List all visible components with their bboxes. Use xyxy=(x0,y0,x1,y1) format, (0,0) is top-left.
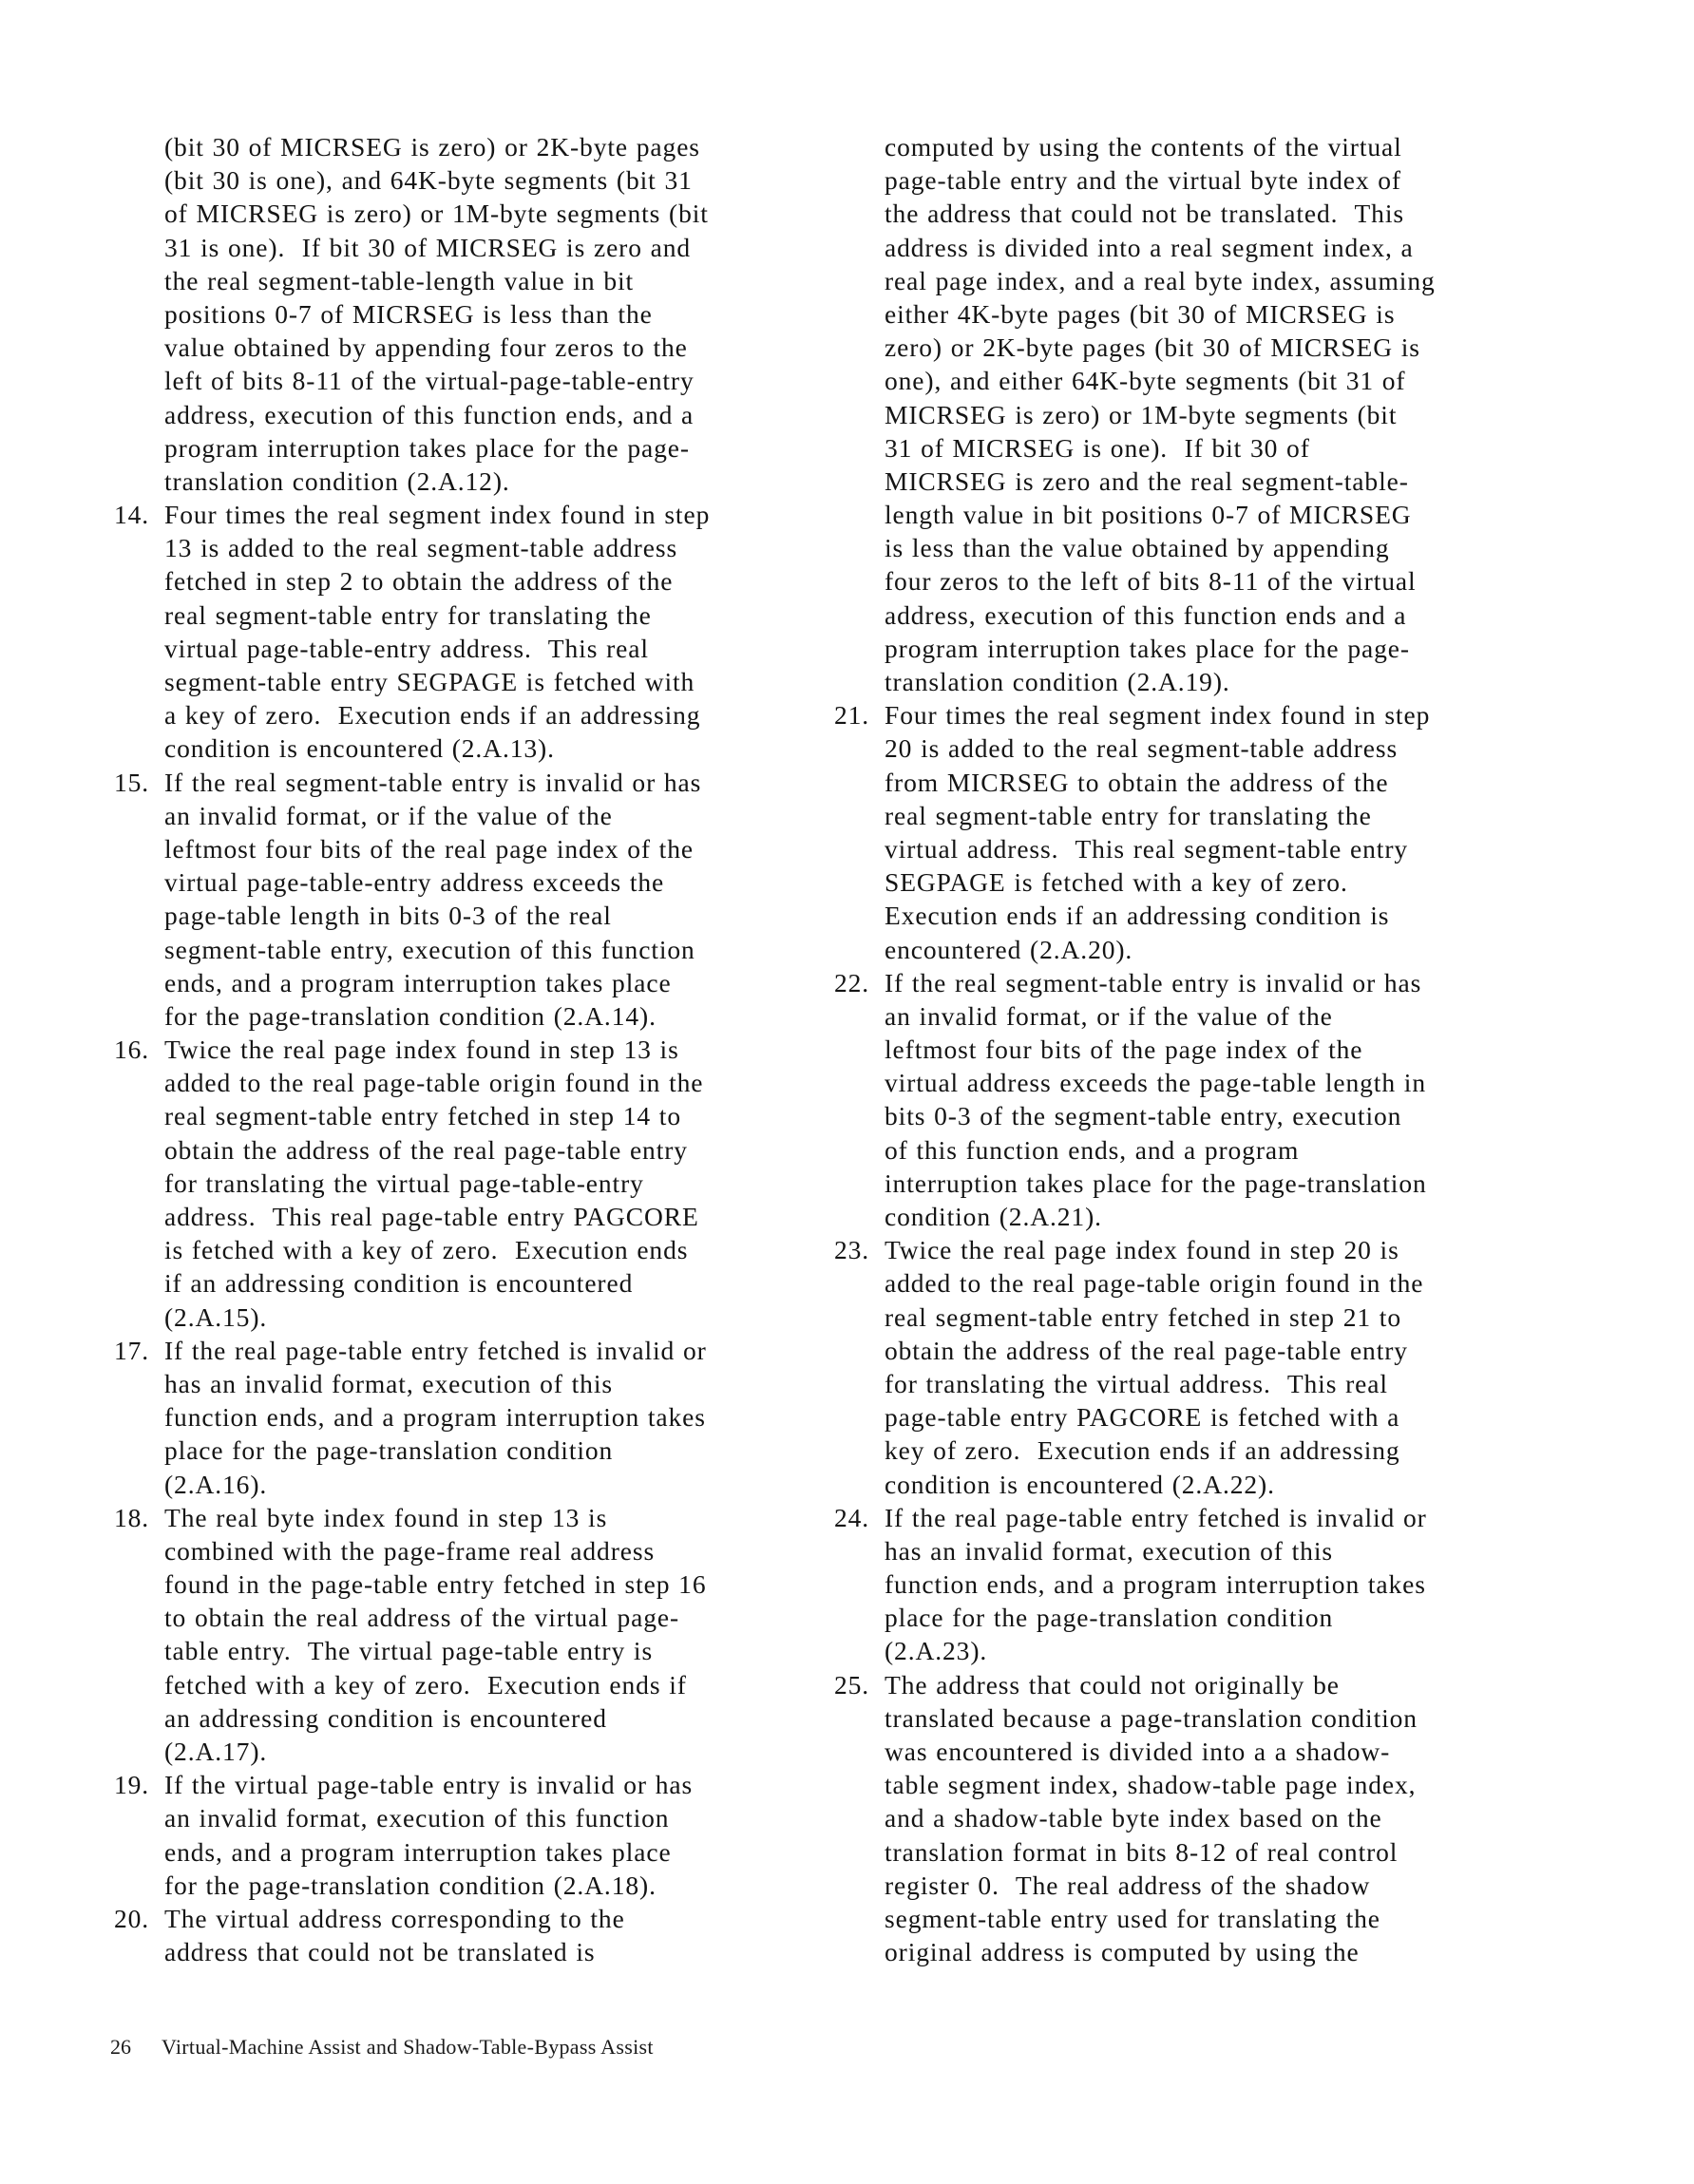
line-text: program interruption takes place for the page- xyxy=(885,633,1410,663)
line-text: leftmost four bits of the real page index of the xyxy=(164,833,694,864)
line-text: address, execution of this function ends and a xyxy=(885,599,1407,630)
text-line xyxy=(834,163,1499,197)
line-text: is fetched with a key of zero. Execution ends xyxy=(164,1235,689,1265)
numbered-step xyxy=(114,1768,779,1902)
text-line xyxy=(834,231,1499,264)
line-text: the real segment-table-length value in bit xyxy=(164,265,635,295)
line-text: condition is encountered (2.A.22). xyxy=(885,1469,1275,1499)
text-line xyxy=(834,766,1499,799)
line-text: if an addressing condition is encountered xyxy=(164,1268,634,1299)
line-text: place for the page-translation condition xyxy=(885,1603,1334,1633)
text-line xyxy=(114,1534,779,1567)
text-line xyxy=(834,1701,1499,1735)
line-text: value obtained by appending four zeros to the xyxy=(164,332,688,363)
line-text: (2.A.23). xyxy=(885,1636,988,1666)
line-text: program interruption takes place for the page- xyxy=(164,432,690,463)
step-number: 23. xyxy=(834,1235,870,1265)
text-line xyxy=(114,331,779,364)
line-text: segment-table entry used for translating the xyxy=(885,1903,1380,1933)
text-line xyxy=(114,364,779,397)
numbered-step xyxy=(114,1033,779,1334)
line-text: has an invalid format, execution of this xyxy=(164,1368,613,1398)
page-footer xyxy=(110,2033,654,2147)
text-line xyxy=(834,1501,1499,1534)
line-text: function ends, and a program interruption takes xyxy=(164,1402,706,1433)
line-text: SEGPAGE is fetched with a key of zero. xyxy=(885,867,1348,898)
text-line xyxy=(114,1133,779,1167)
line-text: for translating the virtual page-table-entry xyxy=(164,1168,644,1198)
numbered-step xyxy=(834,698,1499,966)
text-line xyxy=(114,1701,779,1735)
line-text: fetched in step 2 to obtain the address of the xyxy=(164,566,674,597)
text-line xyxy=(114,564,779,598)
line-text: obtain the address of the real page-table entry xyxy=(885,1335,1408,1365)
line-text: of this function ends, and a program xyxy=(885,1134,1300,1165)
numbered-step xyxy=(114,1334,779,1501)
line-text: encountered (2.A.20). xyxy=(885,934,1133,964)
line-text: condition is encountered (2.A.13). xyxy=(164,733,555,764)
text-line xyxy=(834,197,1499,230)
line-text: for the page-translation condition (2.A.18). xyxy=(164,1870,657,1900)
line-text: a key of zero. Execution ends if an addressing xyxy=(164,700,701,731)
line-text: (2.A.17). xyxy=(164,1737,268,1766)
line-text: address that could not be translated is xyxy=(164,1937,596,1967)
line-text: an invalid format, or if the value of the xyxy=(885,1000,1333,1031)
text-line xyxy=(834,1066,1499,1099)
line-text: address is divided into a real segment index, a xyxy=(885,232,1414,262)
line-text: segment-table entry, execution of this function xyxy=(164,934,695,964)
text-line xyxy=(834,465,1499,498)
text-line xyxy=(114,899,779,932)
text-line xyxy=(114,264,779,297)
line-text: Twice the real page index found in step 13 is xyxy=(164,1035,679,1065)
text-line xyxy=(114,1634,779,1667)
line-text: four zeros to the left of bits 8-11 of the virtual xyxy=(885,566,1417,597)
text-line xyxy=(114,665,779,698)
line-text: real segment-table entry fetched in step 14 to xyxy=(164,1101,681,1131)
text-line xyxy=(834,1434,1499,1467)
text-line xyxy=(834,1266,1499,1300)
text-line xyxy=(834,531,1499,564)
line-text: of MICRSEG is zero) or 1M-byte segments (bit xyxy=(164,199,709,229)
text-line xyxy=(114,297,779,331)
line-text: 20 is added to the real segment-table address xyxy=(885,733,1399,764)
text-line xyxy=(114,966,779,999)
line-text: fetched with a key of zero. Execution ends if xyxy=(164,1669,687,1700)
line-text: zero) or 2K-byte pages (bit 30 of MICRSEG is xyxy=(885,332,1420,363)
step-number: 20. xyxy=(114,1903,150,1933)
text-line xyxy=(834,665,1499,698)
line-text: combined with the page-frame real address xyxy=(164,1535,656,1566)
text-line xyxy=(834,564,1499,598)
text-line xyxy=(834,1601,1499,1634)
line-text: virtual page-table-entry address. This real xyxy=(164,633,649,663)
line-text: address, execution of this function ends, and a xyxy=(164,399,695,429)
step-number: 22. xyxy=(834,967,870,997)
text-line xyxy=(834,1033,1499,1066)
text-line xyxy=(114,1668,779,1701)
text-line xyxy=(834,799,1499,832)
text-line xyxy=(834,632,1499,665)
text-line xyxy=(114,1835,779,1869)
text-line xyxy=(114,197,779,230)
line-text: key of zero. Execution ends if an addressing xyxy=(885,1435,1400,1466)
line-text: 31 is one). If bit 30 of MICRSEG is zero and xyxy=(164,232,692,262)
text-line xyxy=(114,498,779,531)
continued-paragraph xyxy=(114,130,779,498)
numbered-step xyxy=(834,1668,1499,1969)
line-text: condition (2.A.21). xyxy=(885,1202,1102,1231)
line-text: added to the real page-table origin found in the xyxy=(885,1268,1424,1299)
line-text: virtual page-table-entry address exceeds the xyxy=(164,867,665,898)
text-line xyxy=(834,1835,1499,1869)
line-text: translation condition (2.A.19). xyxy=(885,667,1230,696)
line-text: original address is computed by using the xyxy=(885,1937,1360,1967)
text-line xyxy=(834,264,1499,297)
line-text: Execution ends if an addressing condition is xyxy=(885,901,1390,931)
line-text: Twice the real page index found in step 20 is xyxy=(885,1235,1399,1265)
text-line xyxy=(834,832,1499,865)
text-line xyxy=(114,632,779,665)
text-line xyxy=(114,1301,779,1334)
line-text: an invalid format, execution of this function xyxy=(164,1803,670,1833)
text-line xyxy=(834,1099,1499,1132)
text-line xyxy=(114,1935,779,1968)
text-line xyxy=(834,1367,1499,1400)
step-number: 25. xyxy=(834,1669,870,1700)
text-line xyxy=(114,1501,779,1534)
text-line xyxy=(114,1869,779,1902)
line-text: (2.A.15). xyxy=(164,1301,268,1332)
text-line xyxy=(114,1033,779,1066)
text-line xyxy=(834,1334,1499,1367)
text-line xyxy=(834,431,1499,465)
text-line xyxy=(114,398,779,431)
numbered-step xyxy=(114,766,779,1034)
line-text: an addressing condition is encountered xyxy=(164,1702,607,1733)
line-text: real segment-table entry for translating the xyxy=(885,800,1372,830)
continued-paragraph xyxy=(834,130,1499,698)
step-number: 16. xyxy=(114,1035,150,1065)
line-text: real page index, and a real byte index, assuming xyxy=(885,265,1436,295)
line-text: address. This real page-table entry PAGCORE xyxy=(164,1202,699,1231)
text-line xyxy=(834,1668,1499,1701)
line-text: for the page-translation condition (2.A.14). xyxy=(164,1000,657,1031)
text-line xyxy=(834,999,1499,1033)
text-line xyxy=(834,297,1499,331)
text-line xyxy=(834,1468,1499,1501)
text-line xyxy=(114,1066,779,1099)
line-text: one), and either 64K-byte segments (bit 31 of xyxy=(885,366,1406,396)
text-line xyxy=(834,1400,1499,1434)
line-text: the address that could not be translated. This xyxy=(885,199,1404,229)
text-line xyxy=(114,531,779,564)
text-line xyxy=(114,598,779,632)
text-line xyxy=(834,1167,1499,1200)
line-text: left of bits 8-11 of the virtual-page-table-entry xyxy=(164,366,695,396)
text-line xyxy=(114,832,779,865)
text-line xyxy=(114,999,779,1033)
text-line xyxy=(834,865,1499,899)
text-line xyxy=(114,1768,779,1801)
line-text: page-table entry PAGCORE is fetched with a xyxy=(885,1402,1400,1433)
numbered-step xyxy=(114,1501,779,1769)
line-text: (bit 30 of MICRSEG is zero) or 2K-byte pages xyxy=(164,132,700,161)
line-text: was encountered is divided into a a shadow- xyxy=(885,1737,1391,1766)
line-text: and a shadow-table byte index based on the xyxy=(885,1803,1382,1833)
text-line xyxy=(114,1099,779,1132)
numbered-step xyxy=(114,498,779,766)
line-text: interruption takes place for the page-translation xyxy=(885,1168,1427,1198)
running-title: Virtual-Machine Assist and Shadow-Table-Bypass Assist xyxy=(162,2035,654,2059)
line-text: page-table length in bits 0-3 of the real xyxy=(164,901,612,931)
text-line xyxy=(114,465,779,498)
line-text: Four times the real segment index found in step xyxy=(885,700,1431,731)
line-text: If the real segment-table entry is invalid or has xyxy=(164,767,702,797)
line-text: If the virtual page-table entry is invalid or has xyxy=(164,1770,694,1800)
line-text: Four times the real segment index found in step xyxy=(164,500,711,530)
line-text: 13 is added to the real segment-table address xyxy=(164,533,678,563)
text-line xyxy=(114,1233,779,1266)
text-line xyxy=(834,1801,1499,1834)
line-text: computed by using the contents of the virtual xyxy=(885,132,1402,161)
text-line xyxy=(114,163,779,197)
line-text: real segment-table entry fetched in step 21 to xyxy=(885,1301,1401,1332)
line-text: positions 0-7 of MICRSEG is less than the xyxy=(164,298,653,329)
line-text: translation format in bits 8-12 of real control xyxy=(885,1836,1399,1867)
line-text: has an invalid format, execution of this xyxy=(885,1535,1333,1566)
text-line xyxy=(114,1334,779,1367)
text-line xyxy=(834,1534,1499,1567)
line-text: length value in bit positions 0-7 of MICRSEG xyxy=(885,500,1412,530)
text-line xyxy=(834,1133,1499,1167)
line-text: place for the page-translation condition xyxy=(164,1435,614,1466)
text-line xyxy=(834,731,1499,765)
text-line xyxy=(834,398,1499,431)
numbered-step xyxy=(834,966,1499,1234)
line-text: The real byte index found in step 13 is xyxy=(164,1502,608,1532)
line-text: added to the real page-table origin found in the xyxy=(164,1068,704,1098)
line-text: MICRSEG is zero) or 1M-byte segments (bit xyxy=(885,399,1398,429)
text-line xyxy=(114,766,779,799)
step-number: 19. xyxy=(114,1770,150,1800)
text-line xyxy=(114,431,779,465)
step-number: 15. xyxy=(114,767,150,797)
text-line xyxy=(114,1367,779,1400)
line-text: function ends, and a program interruption takes xyxy=(885,1569,1426,1600)
text-line xyxy=(114,1801,779,1834)
line-text: from MICRSEG to obtain the address of the xyxy=(885,767,1389,797)
text-line xyxy=(834,498,1499,531)
text-line xyxy=(834,1902,1499,1935)
text-line xyxy=(114,1200,779,1233)
line-text: segment-table entry SEGPAGE is fetched with xyxy=(164,667,695,696)
text-line xyxy=(114,1434,779,1467)
text-line xyxy=(114,1735,779,1768)
line-text: found in the page-table entry fetched in step 16 xyxy=(164,1569,707,1600)
line-text: The address that could not originally be xyxy=(885,1669,1340,1700)
text-line xyxy=(114,1567,779,1601)
line-text: to obtain the real address of the virtual page- xyxy=(164,1603,680,1633)
step-number: 18. xyxy=(114,1502,150,1532)
text-line xyxy=(114,130,779,163)
line-text: leftmost four bits of the page index of the xyxy=(885,1035,1363,1065)
text-line xyxy=(834,1233,1499,1266)
line-text: (2.A.16). xyxy=(164,1469,268,1499)
numbered-step xyxy=(834,1233,1499,1501)
text-line xyxy=(834,1768,1499,1801)
text-line xyxy=(834,1567,1499,1601)
step-number: 17. xyxy=(114,1335,150,1365)
line-text: 31 of MICRSEG is one). If bit 30 of xyxy=(885,432,1310,463)
text-line xyxy=(834,331,1499,364)
text-line xyxy=(834,933,1499,966)
text-line xyxy=(114,1167,779,1200)
text-line xyxy=(114,1266,779,1300)
line-text: obtain the address of the real page-table entry xyxy=(164,1134,688,1165)
numbered-step xyxy=(834,1501,1499,1668)
line-text: an invalid format, or if the value of the xyxy=(164,800,613,830)
text-line xyxy=(114,1601,779,1634)
line-text: If the real segment-table entry is invalid or has xyxy=(885,967,1422,997)
line-text: (bit 30 is one), and 64K-byte segments (bit 31 xyxy=(164,165,693,196)
text-line xyxy=(834,1735,1499,1768)
text-line xyxy=(834,1200,1499,1233)
text-line xyxy=(114,1400,779,1434)
line-text: table entry. The virtual page-table entry is xyxy=(164,1636,654,1666)
line-text: either 4K-byte pages (bit 30 of MICRSEG is xyxy=(885,298,1396,329)
text-line xyxy=(834,130,1499,163)
line-text: MICRSEG is zero and the real segment-table- xyxy=(885,465,1409,496)
line-text: If the real page-table entry fetched is invalid or xyxy=(164,1335,707,1365)
line-text: is less than the value obtained by appending xyxy=(885,533,1390,563)
text-line xyxy=(834,899,1499,932)
line-text: table segment index, shadow-table page index, xyxy=(885,1770,1417,1800)
line-text: for translating the virtual address. This real xyxy=(885,1368,1388,1398)
line-text: virtual address exceeds the page-table length in xyxy=(885,1068,1426,1098)
step-number: 14. xyxy=(114,500,150,530)
text-line xyxy=(834,598,1499,632)
numbered-step xyxy=(114,1902,779,1968)
line-text: If the real page-table entry fetched is invalid or xyxy=(885,1502,1427,1532)
text-line xyxy=(114,731,779,765)
text-line xyxy=(834,966,1499,999)
text-line xyxy=(114,1468,779,1501)
line-text: page-table entry and the virtual byte index of xyxy=(885,165,1401,196)
text-line xyxy=(834,1301,1499,1334)
text-line xyxy=(114,231,779,264)
text-line xyxy=(834,698,1499,731)
step-number: 21. xyxy=(834,700,870,731)
text-line xyxy=(834,1634,1499,1667)
line-text: translated because a page-translation condition xyxy=(885,1702,1418,1733)
text-line xyxy=(114,933,779,966)
text-line xyxy=(114,698,779,731)
line-text: register 0. The real address of the shadow xyxy=(885,1870,1371,1900)
page-number: 26 xyxy=(110,2035,131,2059)
left-column xyxy=(114,130,779,1968)
right-column xyxy=(834,130,1499,1968)
step-number: 24. xyxy=(834,1502,870,1532)
line-text: translation condition (2.A.12). xyxy=(164,465,510,496)
line-text: bits 0-3 of the segment-table entry, execution xyxy=(885,1101,1402,1131)
text-line xyxy=(834,1869,1499,1902)
line-text: ends, and a program interruption takes place xyxy=(164,1836,672,1867)
line-text: real segment-table entry for translating the xyxy=(164,599,652,630)
text-line xyxy=(114,1902,779,1935)
line-text: virtual address. This real segment-table entry xyxy=(885,833,1409,864)
text-line xyxy=(114,799,779,832)
text-line xyxy=(114,865,779,899)
text-line xyxy=(834,364,1499,397)
text-line xyxy=(834,1935,1499,1968)
line-text: ends, and a program interruption takes place xyxy=(164,967,672,997)
line-text: The virtual address corresponding to the xyxy=(164,1903,625,1933)
